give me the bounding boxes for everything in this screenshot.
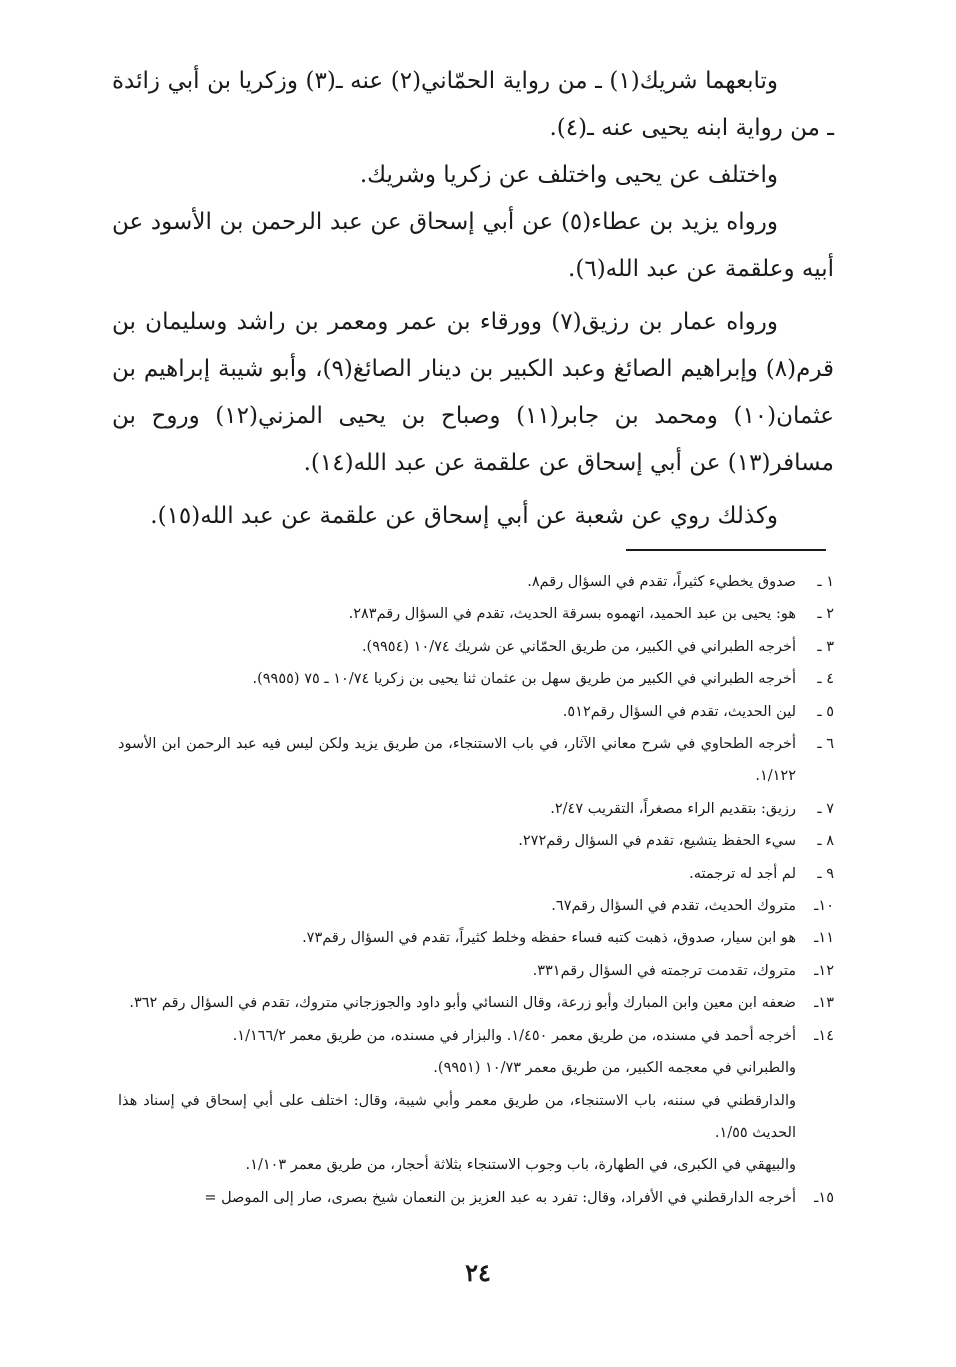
- footnote-number: ١٠ـ: [814, 898, 834, 915]
- paragraph-3: ورواه يزيد بن عطاء(٥) عن أبي إسحاق عن عبد الرحمن بن الأسود عن أبيه وعلقمة عن عبد الله(٦).: [112, 209, 834, 282]
- footnote-number: ١٤ـ: [814, 1027, 834, 1044]
- footnote: [118, 663, 834, 695]
- footnote-number: ١١ـ: [814, 930, 834, 947]
- footnotes: [118, 566, 834, 1214]
- footnote-continuation: والدارقطني في سننه، باب الاستنجاء، من طريق معمر وأبي شيبة، وقال: اختلف على أبي إسحاق في إسناد هذا الحديث ١/٥٥.: [118, 1092, 796, 1141]
- paragraph-5: وكذلك روي عن شعبة عن أبي إسحاق عن علقمة عن عبد الله(١٥).: [150, 503, 778, 529]
- footnote: [118, 631, 834, 663]
- footnote-text: متروك، تقدمت ترجمته في السؤال رقم٣٣١.: [532, 962, 796, 979]
- footnote-number: ٩ ـ: [817, 865, 834, 882]
- footnote-text: رزيق: بتقديم الراء مصغراً، التقريب ٢/٤٧.: [550, 800, 796, 817]
- footnote-text: سيء الحفظ يتشيع، تقدم في السؤال رقم٢٧٢.: [518, 833, 796, 850]
- footnote-text: لم أجد له ترجمته.: [689, 865, 796, 882]
- footnote: [118, 825, 834, 857]
- footnote-number: ٧ ـ: [817, 800, 834, 817]
- footnote: [118, 1182, 834, 1214]
- footnote-text: ضعفه ابن معين وابن المبارك وأبو زرعة، وقال النسائي وأبو داود والجوزجاني متروك، تقدم في السؤال رقم ٣٦٢.: [129, 995, 796, 1012]
- footnote-number: ٢ ـ: [817, 606, 834, 623]
- paragraph-2: واختلف عن يحيى واختلف عن زكريا وشريك.: [359, 162, 778, 188]
- footnote-text: أخرجه الطبراني في الكبير، من طريق الحمّاني عن شريك ١٠/٧٤ (٩٩٥٤).: [361, 638, 796, 655]
- footnote: [118, 566, 834, 598]
- footnote: [118, 922, 834, 954]
- footnote: [118, 890, 834, 922]
- footnote-continuation: والبيهقي في الكبرى، في الطهارة، باب وجوب الاستنجاء بثلاثة أحجار، من طريق معمر ١/١٠٣.: [245, 1157, 796, 1174]
- footnote-number: ١٢ـ: [814, 962, 834, 979]
- footnote-text: لين الحديث، تقدم في السؤال رقم٥١٢.: [562, 703, 796, 720]
- footnote: [118, 858, 834, 890]
- footnote-number: ٨ ـ: [817, 833, 834, 850]
- footnote-text: أخرجه الدارقطني في الأفراد، وقال: تفرد به عبد العزيز بن النعمان شيخ بصرى، صار إلى الموصل =: [204, 1189, 796, 1206]
- footnote: [118, 696, 834, 728]
- main-text: [112, 58, 834, 540]
- paragraph-1: وتابعهما شريك(١) ـ من رواية الحمّاني(٢) عنه ـ(٣) وزكريا بن أبي زائدة ـ من رواية ابنه يحيى عنه ـ(٤).: [112, 68, 834, 141]
- footnote-number: ٣ ـ: [817, 638, 834, 655]
- paragraph-4: ورواه عمار بن رزيق(٧) وورقاء بن عمر ومعمر بن راشد وسليمان بن قرم(٨) وإبراهيم الصائغ وعبد الكبير بن دينار الصائغ(٩)، وأبو شيبة إبراهيم بن عثمان(١٠) ومحمد بن جابر(١١) وصباح بن يحيى المزني(١٢) وروح بن مسافر(١٣) عن أبي إسحاق عن علقمة عن عبد الله(١٤).: [112, 309, 835, 476]
- footnote-text: أخرجه أحمد في مسنده، من طريق معمر ١/٤٥٠. والبزار في مسنده، من طريق معمر ١/١٦٦/٢.: [232, 1027, 796, 1044]
- footnote-text: متروك الحديث، تقدم في السؤال رقم٦٧.: [551, 898, 796, 915]
- footnote-text: أخرجه الطبراني في الكبير من طريق سهل بن عثمان ثنا يحيى بن زكريا ١٠/٧٤ ـ ٧٥ (٩٩٥٥).: [252, 671, 796, 688]
- footnote-text: هو ابن سيار، صدوق، ذهبت كتبه فساء حفظه وخلط كثيراً، تقدم في السؤال رقم٧٣.: [302, 930, 796, 947]
- footnote-continuation: والطبراني في معجمه الكبير، من طريق معمر ١٠/٧٣ (٩٩٥١).: [433, 1060, 796, 1077]
- footnote-number: ٤ ـ: [817, 671, 834, 688]
- footnote: [118, 955, 834, 987]
- footnote-number: ٦ ـ: [817, 736, 834, 753]
- footnote: [118, 793, 834, 825]
- footnote: [118, 987, 834, 1019]
- footnote-number: ١٥ـ: [814, 1189, 834, 1206]
- footnote-text: هو: يحيى بن عبد الحميد، اتهموه بسرقة الحديث، تقدم في السؤال رقم٢٨٣.: [348, 606, 796, 623]
- footnote-divider: [626, 549, 826, 551]
- footnote-number: ١ ـ: [817, 574, 834, 590]
- footnote-text: صدوق يخطيء كثيراً، تقدم في السؤال رقم٨.: [527, 574, 796, 590]
- footnote: [118, 728, 834, 793]
- footnote: [118, 598, 834, 630]
- page-number: ٢٤: [465, 1258, 491, 1287]
- footnote-number: ٥ ـ: [817, 703, 834, 720]
- footnote-text: أخرجه الطحاوي في شرح معاني الآثار، في باب الاستنجاء، من طريق يزيد ولكن ليس فيه عبد الرحمن ابن الأسود ١/١٢٢.: [118, 736, 796, 785]
- footnote: [118, 1020, 834, 1052]
- footnote-number: ١٣ـ: [814, 995, 834, 1012]
